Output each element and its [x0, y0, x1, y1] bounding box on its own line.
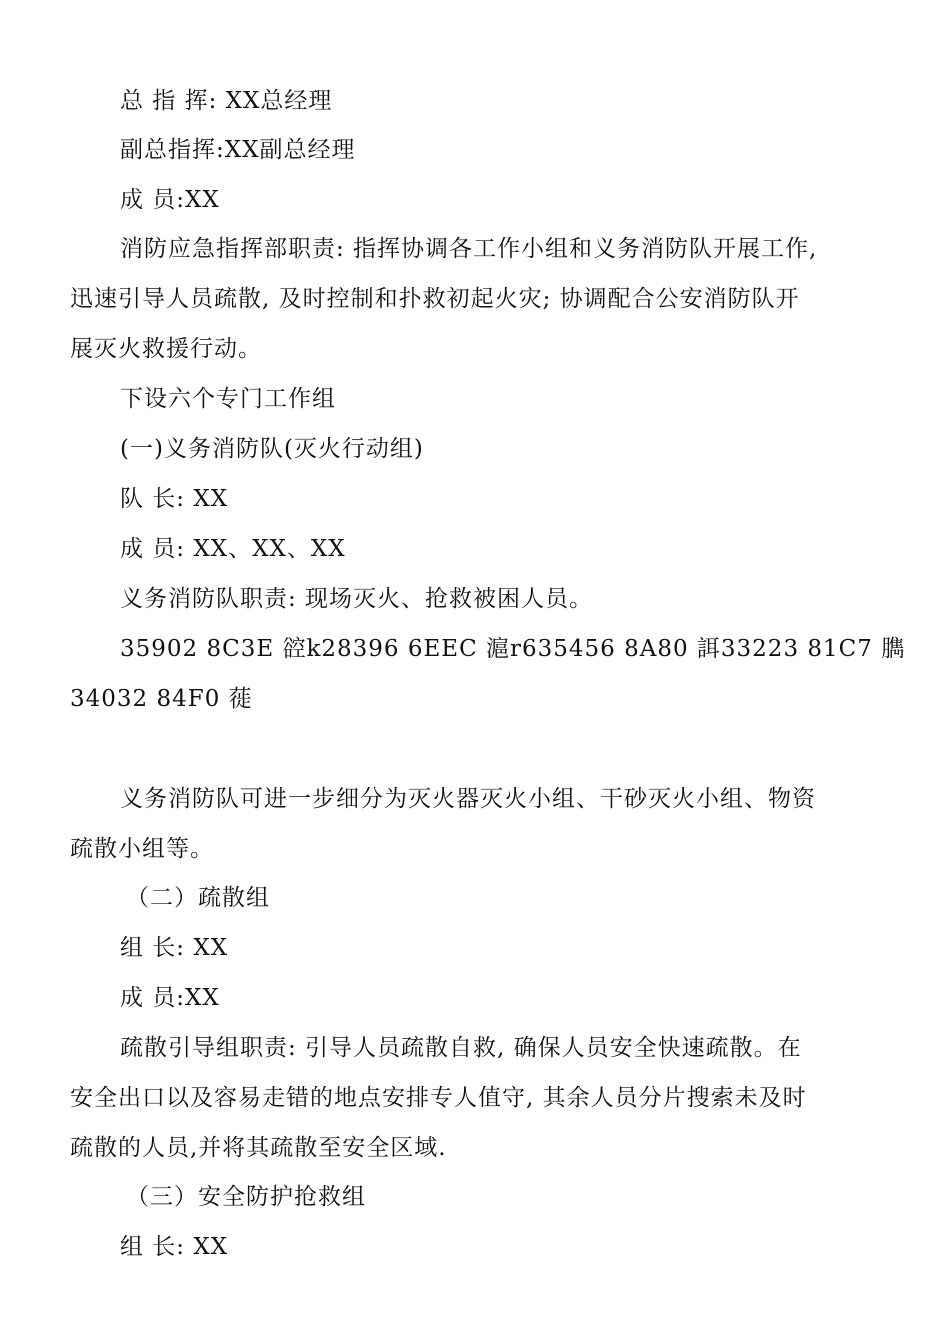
hq-duties-line-1: 消防应急指挥部职责: 指挥协调各工作小组和义务消防队开展工作,	[120, 236, 818, 262]
garbled-code-line-1: 35902 8C3E 谾k28396 6EEC 滬r635456 8A80 誀33223 81C7 臇	[120, 636, 906, 662]
section-2-members: 成 员:XX	[120, 985, 220, 1011]
commander-line: 总 指 挥: XX总经理	[120, 88, 333, 114]
section-2-duties-line-2: 安全出口以及容易走错的地点安排专人值守, 其余人员分片搜索未及时	[70, 1085, 807, 1111]
section-1-duties: 义务消防队职责: 现场灭火、抢救被困人员。	[120, 586, 594, 612]
section-3-heading: （三）安全防护抢救组	[126, 1184, 366, 1210]
members-line: 成 员:XX	[120, 187, 220, 213]
section-1-subdivide-line-2: 疏散小组等。	[70, 836, 214, 862]
section-1-subdivide-line-1: 义务消防队可进一步细分为灭火器灭火小组、干砂灭火小组、物资	[120, 786, 816, 812]
section-2-leader: 组 长: XX	[120, 935, 229, 961]
hq-duties-line-2: 迅速引导人员疏散, 及时控制和扑救初起火灾; 协调配合公安消防队开	[70, 286, 800, 312]
deputy-commander-line: 副总指挥:XX副总经理	[120, 137, 356, 163]
garbled-code-line-2: 34032 84F0 蓰	[70, 686, 253, 712]
section-1-members: 成 员: XX、XX、XX	[120, 536, 346, 562]
section-3-leader: 组 长: XX	[120, 1234, 229, 1260]
section-2-duties-line-3: 疏散的人员,并将其疏散至安全区域.	[70, 1135, 447, 1161]
section-1-leader: 队 长: XX	[120, 486, 229, 512]
six-groups-line: 下设六个专门工作组	[120, 386, 336, 412]
hq-duties-line-3: 展灭火救援行动。	[70, 336, 262, 362]
section-2-duties-line-1: 疏散引导组职责: 引导人员疏散自救, 确保人员安全快速疏散。在	[120, 1035, 802, 1061]
section-1-heading: (一)义务消防队(灭火行动组)	[120, 436, 424, 462]
section-2-heading: （二）疏散组	[126, 885, 270, 911]
